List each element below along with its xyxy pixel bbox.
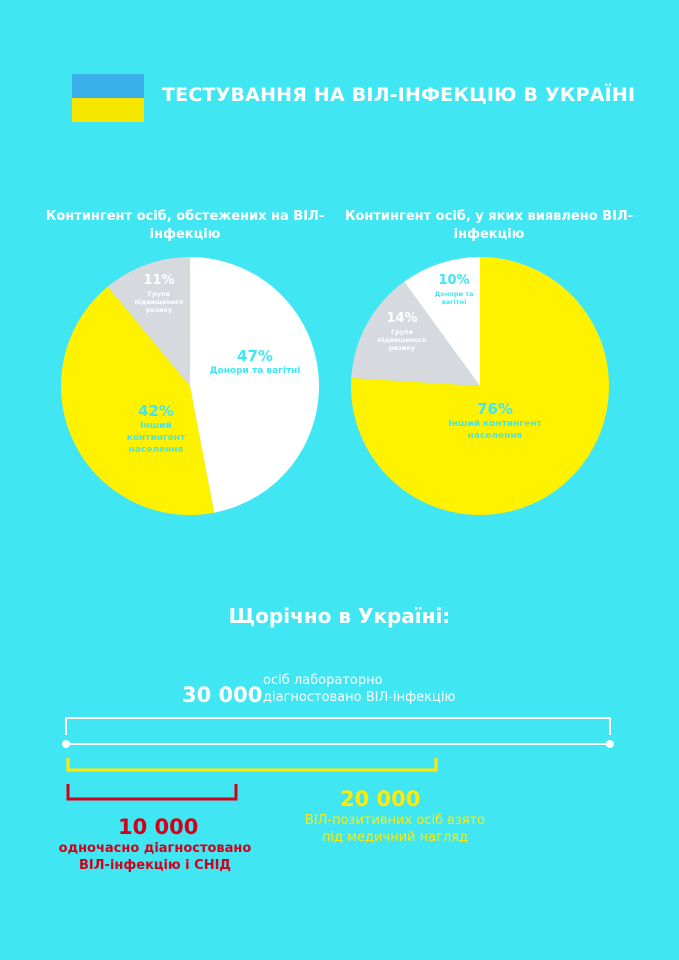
aids-text: одночасно діагностовано ВІЛ-інфекцію і СНІД [58, 841, 252, 873]
chart2-label-other: 76% Інший контингент населення [448, 400, 542, 441]
total-line-end-dot [606, 740, 614, 748]
chart2-label-risk: 14% Групи підвищеного ризику [377, 311, 427, 352]
annual-heading: Щорічно в Україні: [228, 604, 451, 628]
chart1-label-other: 42% Інший контингент населення [126, 402, 186, 455]
supervised-text: ВІЛ-позитивних осіб взято під медичний нагляд [304, 813, 486, 845]
aids-bracket [68, 784, 236, 799]
chart2-label-donors: 10% Донори та вагітні [434, 273, 474, 306]
chart1-label-risk: 11% Групи підвищеного ризику [134, 273, 184, 314]
total-text: осіб лабораторно діагностовано ВІЛ-інфекцію [263, 673, 456, 705]
chart2-title: Контингент осіб, у яких виявлено ВІЛ-інфекцію [344, 209, 634, 242]
total-line-start-dot [62, 740, 70, 748]
page-title: ТЕСТУВАННЯ НА ВІЛ-ІНФЕКЦІЮ В УКРАЇНІ [162, 84, 636, 106]
total-number: 30 000 [182, 683, 263, 707]
supervised-bracket [68, 758, 436, 770]
total-bracket [66, 718, 610, 735]
supervised-number: 20 000 [340, 787, 421, 811]
aids-number: 10 000 [118, 815, 199, 839]
chart1-title: Контингент осіб, обстежених на ВІЛ-інфекцію [45, 209, 325, 242]
chart1-label-donors: 47% Донори та вагітні [209, 347, 301, 376]
